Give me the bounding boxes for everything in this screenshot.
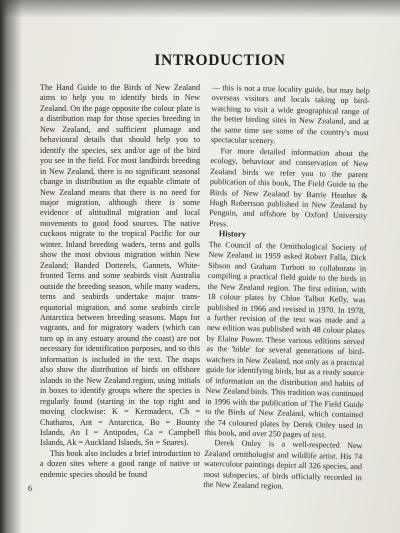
left-column (40, 83, 200, 480)
page-title: INTRODUCTION (154, 52, 286, 69)
right-column (203, 83, 370, 494)
history-heading: History (218, 229, 246, 240)
page-number: 6 (28, 484, 32, 493)
history-paragraph-1: The Council of the Ornithological Society of New Zealand in 1959 asked Robert Falla, Dick Sibson and Graham Turbott to collaborate in compiling a practical field guide to the birds in the New Zealand region. The first edition, with 18 colour plates by Chloe Talbot Kelly, was published in 1966 and revised in 1970. In 1978, a further revision of the text was made and a new edition was published with 48 colour plates by Elaine Power. These various editions served as the 'bible' for several generations of bird-watchers in New Zealand, not only as a practical guide for identifying birds, but as a ready source of information on the distribution and habits of New Zealand birds. This tradition was continued in 1996 with the publication of The Field Guide to the Birds of New Zealand, which contained the 74 coloured plates by Derek Onley used in this book, and over 250 pages of text. (204, 239, 367, 440)
intro-paragraph-2: This book also includes a brief introduction to a dozen sites where a good range of native or endemic species should be found (40, 448, 200, 479)
intro-paragraph-4: For more detailed information about the ecology, behaviour and conservation of New Zealand birds we refer you to the parent publication of this book, The Field Guide to the Birds of New Zealand by Barrie Heather & Hugh Robertson published in New Zealand by Penguin, and offshore by Oxford University Press. (208, 145, 369, 229)
top-shadow (0, 0, 400, 18)
binding-shadow (0, 0, 22, 533)
history-paragraph-2: Derek Onley is a well-respected New Zealand ornithologist and wildlife artist. His 74 watercolour paintings depict all 326 species, and most subspecies, of birds officially recorded in the New Zealand region. (203, 438, 363, 491)
intro-paragraph-3: — this is not a true locality guide, but may help overseas visitors and locals taking up bird-watching to visit a wide geographical range of the better birding sites in New Zealand, and at the same time see some of the country's most spectacular scenery. (210, 83, 370, 146)
intro-paragraph-1: The Hand Guide to the Birds of New Zealand aims to help you to identify birds in New Zealand. On the page opposite the colour plate is a distribution map for those species breeding in New Zealand, and sufficient plumage and behavioural details that should help you to identify the species, sex and/or age of the bird you see in the field. For most landbirds breeding in New Zealand, there is no significant seasonal change in distribution as the equable climate of New Zealand means that there is no need for major migration, although there is some evidence of altitudinal migration and local movements to good food sources. The native cuckoos migrate to the tropical Pacific for our winter. Inland breeding waders, terns and gulls show the most obvious migration within New Zealand; Banded Dotterels, Gannets, White-fronted Terns and some seabirds visit Australia outside the breeding season, while many waders, terns and seabirds undertake major trans-equatorial migration, and some seabirds circle Antarctica between breeding seasons. Maps for vagrants, and for migratory waders (which can turn up in any estuary around the coast) are not necessary for identification purposes, and so this information is included in the text. The maps also show the distribution of birds on offshore islands in the New Zealand region, using initials in boxes to identify groups where the species is regularly found (starting in the top right and moving clockwise: K = Kermadecs, Ch = Chathams, Ant = Antarctica, Bo = Bounty Islands, An I = Antipodes, Ca = Campbell Islands, Ak = Auckland Islands, Sn = Snares). (40, 83, 200, 448)
